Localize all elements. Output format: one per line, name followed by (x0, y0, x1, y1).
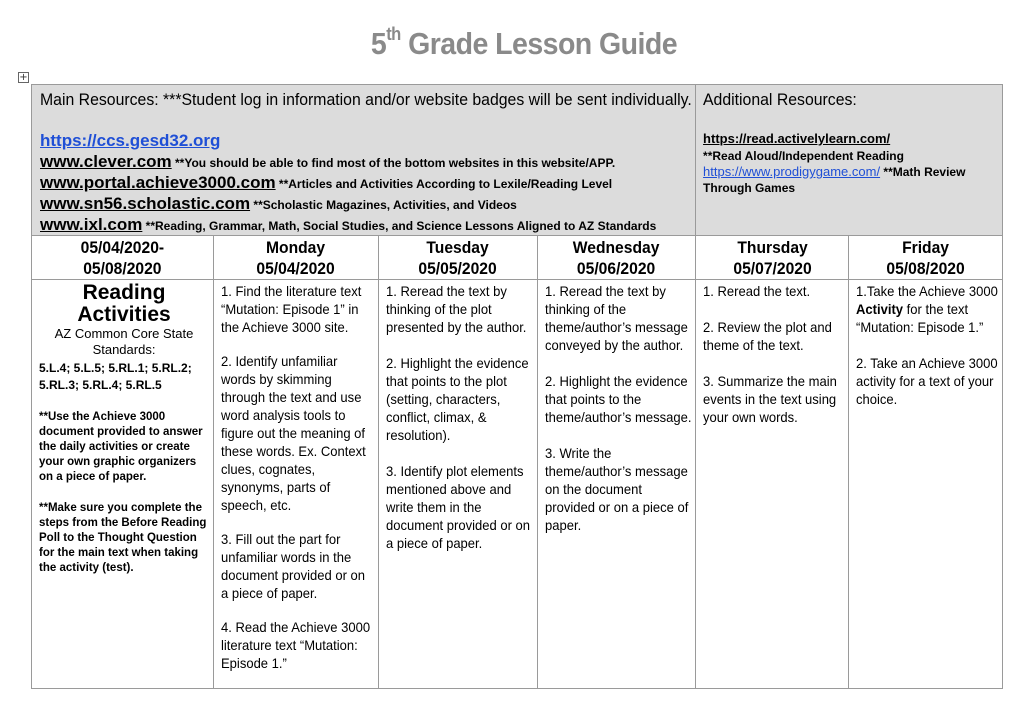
link-scholastic[interactable]: www.sn56.scholastic.com (40, 194, 251, 213)
monday-step-1: 1. Find the literature text “Mutation: Episode 1” in the Achieve 3000 site. (221, 283, 362, 335)
prodigy-note: **Math Review Through Games (703, 165, 966, 195)
monday-step-3: 3. Fill out the part for unfamiliar words in the document provided or on a piece of paper. (221, 531, 366, 601)
achieve3000-note: **Articles and Activities According to Lexile/Reading Level (275, 177, 613, 191)
header-monday: Monday 05/04/2020 (214, 236, 379, 280)
title-superscript: th (386, 24, 401, 44)
table-move-handle-icon[interactable]: + (19, 72, 28, 83)
thursday-cell (696, 280, 849, 689)
monday-step-2: 2. Identify unfamiliar words by skimming through the text and use word analysis tools to figure out the meaning of these words. Ex. Context clues, cognates, synonyms, parts of speech, etc. (221, 353, 366, 513)
standards-subtitle: AZ Common Core State Standards: (54, 326, 194, 357)
tuesday-step-1: 1. Reread the text by thinking of the plot presented by the author. (386, 283, 527, 335)
actively-learn-note: **Read Aloud/Independent Reading (703, 149, 904, 163)
scholastic-note: **Scholastic Magazines, Activities, and Videos (250, 198, 517, 212)
header-wednesday: Wednesday 05/06/2020 (538, 236, 696, 280)
link-actively-learn[interactable]: https://read.activelylearn.com/ (703, 131, 891, 146)
monday-cell (214, 280, 379, 689)
main-resources-heading: Main Resources: ***Student log in information and/or website badges will be sent individually. (40, 90, 692, 109)
wednesday-cell (538, 280, 696, 689)
tuesday-step-2: 2. Highlight the evidence that points to the plot (setting, characters, conflict, climax, & resolution). (386, 355, 529, 443)
link-achieve3000[interactable]: www.portal.achieve3000.com (40, 173, 276, 192)
friday-step-2: 2. Take an Achieve 3000 activity for a text of your choice. (856, 355, 998, 407)
clever-note: **You should be able to find most of the bottom websites in this website/APP. (171, 156, 616, 170)
reading-note-2: **Make sure you complete the steps from the Before Reading Poll to the Thought Question for the main text when taking the activity (test). (39, 502, 207, 574)
friday-cell (849, 280, 1003, 689)
activity-bold: Activity (856, 301, 904, 317)
link-ccs-gesd32[interactable]: https://ccs.gesd32.org (40, 131, 221, 150)
tuesday-cell (379, 280, 538, 689)
wednesday-step-1: 1. Reread the text by thinking of the theme/author’s message conveyed by the author. (545, 283, 688, 353)
main-resources-cell (32, 85, 696, 236)
lesson-table (31, 84, 1003, 689)
wednesday-step-3: 3. Write the theme/author’s message on the document provided or on a piece of paper. (545, 445, 689, 533)
header-tuesday: Tuesday 05/05/2020 (379, 236, 538, 280)
reading-note-1: **Use the Achieve 3000 document provided to answer the daily activities or create your own graphic organizers on a piece of paper. (39, 411, 203, 483)
thursday-step-3: 3. Summarize the main events in the text using your own words. (703, 373, 837, 425)
header-date-range: 05/04/2020- 05/08/2020 (32, 236, 214, 280)
standards-list-1: 5.L.4; 5.L.5; 5.RL.1; 5.RL.2; (39, 361, 192, 375)
additional-resources-heading: Additional Resources: (703, 90, 857, 109)
wednesday-step-2: 2. Highlight the evidence that points to the theme/author’s message. (545, 373, 692, 425)
friday-step-1: 1.Take the Achieve 3000 Activity for the text “Mutation: Episode 1.” (856, 283, 998, 335)
monday-step-4: 4. Read the Achieve 3000 literature text “Mutation: Episode 1.” (221, 619, 371, 671)
standards-list-2: 5.RL.3; 5.RL.4; 5.RL.5 (39, 378, 162, 392)
additional-resources-cell (696, 85, 1003, 236)
tuesday-step-3: 3. Identify plot elements mentioned above and write them in the document provided or on a piece of paper. (386, 463, 531, 551)
reading-activities-title: Reading Activities (77, 281, 171, 326)
page-title: 5th Grade Lesson Guide (370, 24, 678, 61)
header-friday: Friday 05/08/2020 (849, 236, 1003, 280)
thursday-step-1: 1. Reread the text. (703, 283, 811, 299)
thursday-step-2: 2. Review the plot and theme of the text. (703, 319, 832, 353)
header-thursday: Thursday 05/07/2020 (696, 236, 849, 280)
reading-activities-cell (32, 280, 214, 689)
link-prodigy[interactable]: https://www.prodigygame.com/ (703, 164, 881, 179)
link-clever[interactable]: www.clever.com (40, 152, 172, 171)
ixl-note: **Reading, Grammar, Math, Social Studies, and Science Lessons Aligned to AZ Standards (142, 219, 657, 233)
link-ixl[interactable]: www.ixl.com (40, 215, 143, 234)
